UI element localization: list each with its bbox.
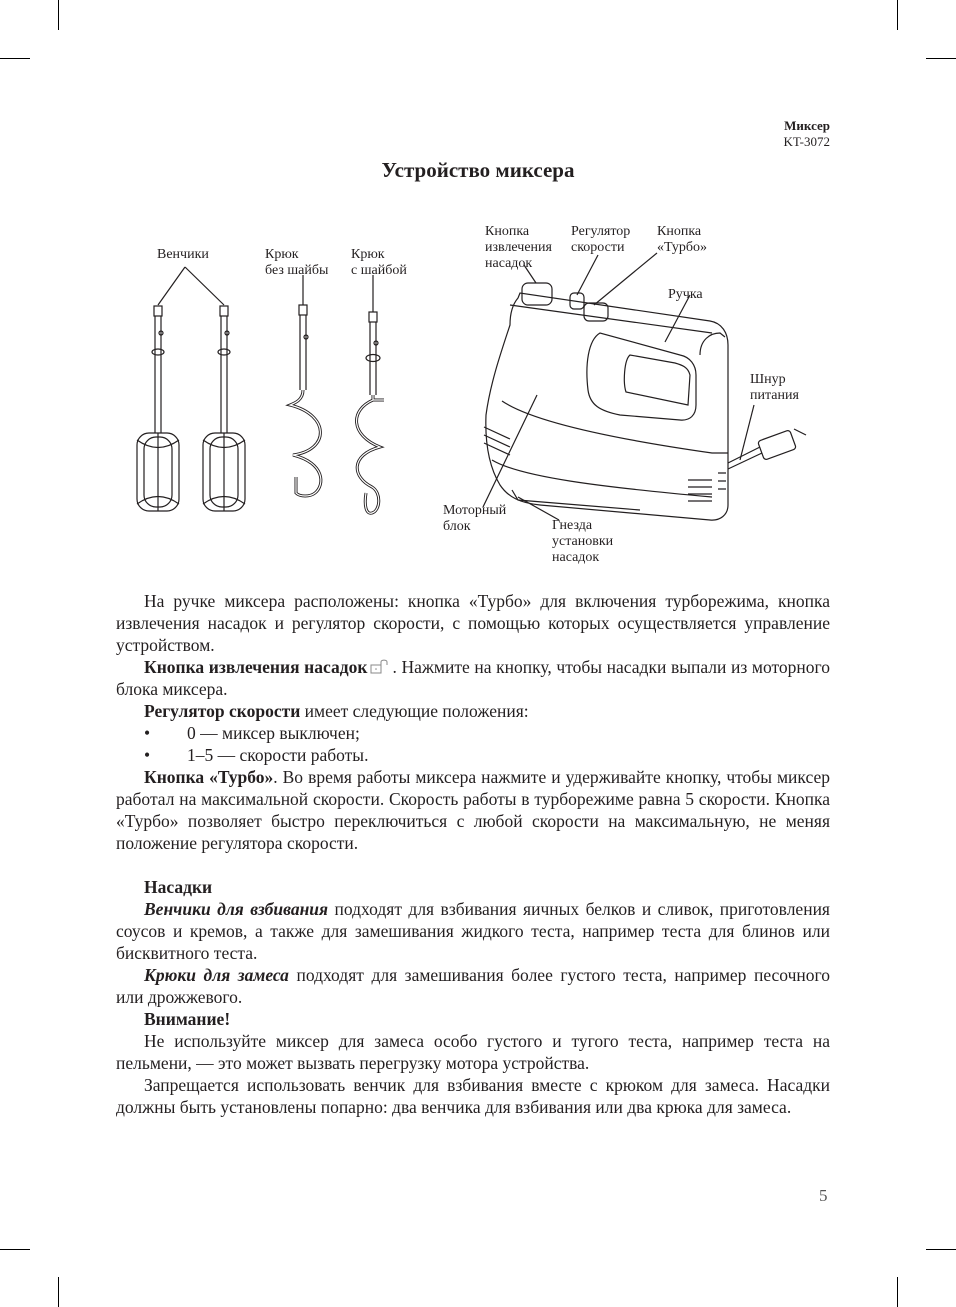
bullet-text: 0 — миксер выключен; xyxy=(187,723,360,743)
label-handle: Ручка xyxy=(668,287,703,302)
label-line: насадок xyxy=(552,550,600,565)
header-model: KT-3072 xyxy=(783,134,830,149)
whisks-description: подходят для взбивания яичных белков и сливок, приготовления соусов и кремов, а также для замешивания жидкого теста, например теста для блинов или бисквитного теста. xyxy=(116,899,830,963)
warning-heading xyxy=(116,1008,830,1030)
bullet-text: 1–5 — скорости работы. xyxy=(187,745,369,765)
label-line: блок xyxy=(443,519,471,534)
label-line: Кнопка xyxy=(657,224,702,239)
crop-mark xyxy=(0,58,30,59)
turbo-description: . Во время работы миксера нажмите и удерживайте кнопку, чтобы миксер работал на максимальной скорости. Скорость работы в турборежиме равна 5 скорости. Кнопка «Турбо» позволяет быстро переключиться с любой скорости на максимальную, не меняя положение регулятора скорости. xyxy=(116,767,830,853)
hooks-description: подходят для замешивания более густого теста, например песочного или дрожжевого. xyxy=(116,965,830,1007)
label-whisks: Венчики xyxy=(157,247,209,262)
label-hook-without-washer xyxy=(265,247,328,279)
warning-paragraph: Не используйте миксер для замеса особо густого и тугого теста, например теста на пельмени, — это может вызвать перегрузку мотора устройства. xyxy=(116,1031,830,1073)
mixer-diagram xyxy=(100,215,840,580)
label-line: Крюк xyxy=(265,247,299,262)
eject-term: Кнопка извлечения насадок xyxy=(144,657,368,677)
whisks-paragraph xyxy=(116,898,830,964)
header-product: Миксер xyxy=(784,118,830,133)
hooks-term: Крюки для замеса xyxy=(144,965,289,985)
turbo-paragraph xyxy=(116,766,830,854)
whisk-right xyxy=(203,306,245,511)
speed-paragraph xyxy=(116,700,830,722)
bullet-marker: • xyxy=(144,745,151,765)
running-header xyxy=(784,118,830,150)
speed-term: Регулятор скорости xyxy=(144,701,301,721)
turbo-term: Кнопка «Турбо» xyxy=(144,767,274,787)
label-attachment-sockets xyxy=(552,518,613,566)
whisks-term: Венчики для взбивания xyxy=(144,899,329,919)
label-line: Крюк xyxy=(351,247,385,262)
label-line: установки xyxy=(552,534,614,549)
hook-without-washer xyxy=(290,275,321,496)
crop-mark xyxy=(58,0,59,30)
crop-mark xyxy=(926,1249,956,1250)
hooks-paragraph xyxy=(116,964,830,1008)
whisks-leader-lines xyxy=(158,267,224,305)
bullet-marker: • xyxy=(144,723,151,743)
page-number: 5 xyxy=(819,1186,828,1205)
label-line: Регулятор xyxy=(571,224,631,239)
heading-text: Внимание! xyxy=(144,1009,231,1029)
page-title: Устройство миксера xyxy=(381,158,575,182)
label-power-cord xyxy=(750,372,799,404)
crop-mark xyxy=(58,1277,59,1307)
hook-with-washer xyxy=(357,275,384,513)
eject-description: . Нажмите на кнопку, чтобы насадки выпали из моторного блока миксера. xyxy=(116,657,830,699)
label-line: с шайбой xyxy=(351,263,407,278)
whisk-left xyxy=(137,306,179,511)
attachments-heading xyxy=(116,876,830,898)
list-item xyxy=(116,744,830,766)
label-eject-button xyxy=(485,224,552,272)
label-line: питания xyxy=(750,388,799,403)
label-line: «Турбо» xyxy=(657,240,707,255)
label-line: насадок xyxy=(485,256,533,271)
crop-mark xyxy=(0,1249,30,1250)
label-line: Моторный xyxy=(443,503,507,518)
crop-mark xyxy=(897,1277,898,1307)
eject-paragraph xyxy=(116,656,830,700)
label-line: Кнопка xyxy=(485,224,530,239)
prohibition-paragraph: Запрещается использовать венчик для взбивания вместе с крюком для замеса. Насадки должны быть установлены попарно: два венчика для взбивания или два крюка для замеса. xyxy=(116,1075,830,1117)
list-item xyxy=(116,722,830,744)
label-speed-regulator xyxy=(571,224,630,256)
heading-text: Насадки xyxy=(144,877,213,897)
speed-description: имеет следующие положения: xyxy=(300,701,529,721)
label-motor-block xyxy=(443,503,506,535)
crop-mark xyxy=(926,58,956,59)
label-line: без шайбы xyxy=(265,263,329,278)
label-line: извлечения xyxy=(485,240,552,255)
crop-mark xyxy=(897,0,898,30)
body-text xyxy=(116,590,830,1118)
label-line: Шнур xyxy=(750,372,786,387)
unlock-icon xyxy=(370,659,390,674)
intro-paragraph: На ручке миксера расположены: кнопка «Турбо» для включения турборежима, кнопка извлечения насадок и регулятор скорости, с помощью которых осуществляется управление устройством. xyxy=(116,591,830,655)
label-turbo-button xyxy=(657,224,707,256)
label-line: скорости xyxy=(571,240,625,255)
label-hook-with-washer xyxy=(351,247,407,279)
label-line: Гнезда xyxy=(552,518,593,533)
